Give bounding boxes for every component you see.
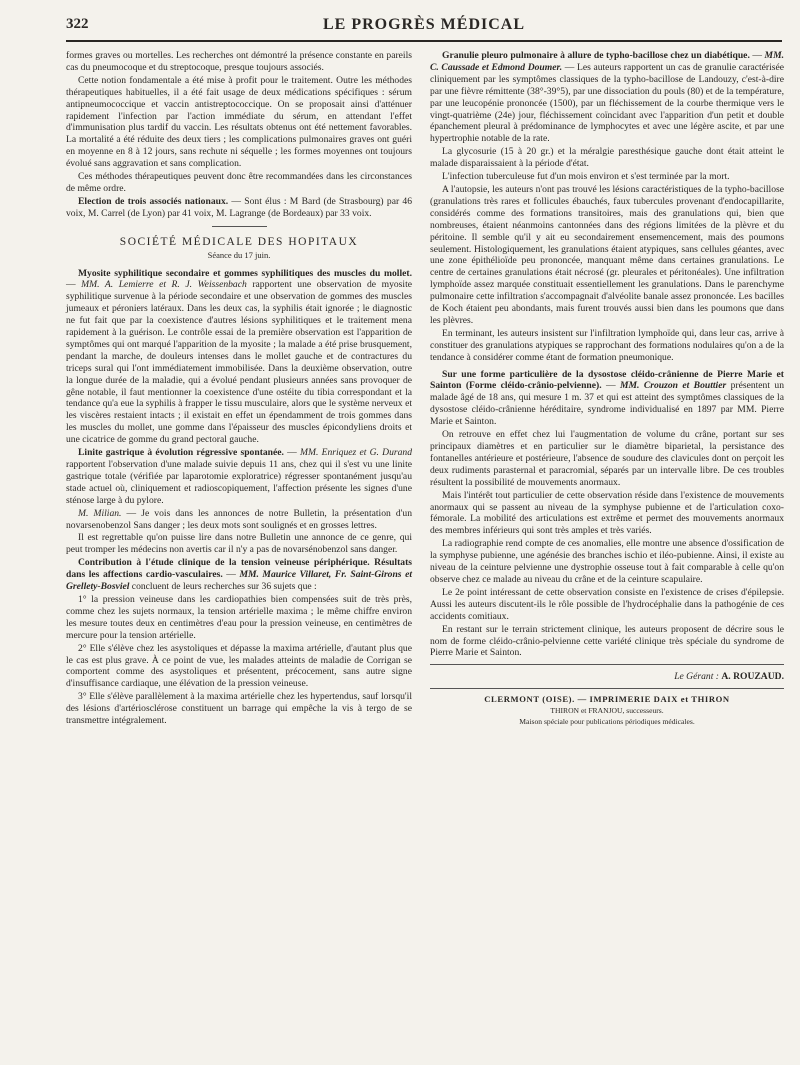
list-item: 3° Elle s'élève parallèlement à la maxima artérielle chez les hypertendus, sauf lorsqu'il des lésions d'artériosclérose constituent un barrage qui empêche la vis à tergo de se transmettre intégralement.: [66, 691, 412, 727]
speaker-name: M. Milian.: [78, 507, 122, 519]
printer-line: Maison spéciale pour publications périodiques médicales.: [519, 717, 695, 727]
divider: [430, 688, 784, 689]
article-authors: MM. Crouzon et Bouttier: [619, 380, 727, 392]
paragraph: La glycosurie (15 à 20 gr.) et la méralgie paresthésique gauche dont était atteint le malade disparaissaient à la période d'état.: [430, 146, 784, 170]
article-title: Granulie pleuro pulmonaire à allure de typho-bacillose chez un diabétique.: [442, 50, 750, 61]
paragraph: Mais l'intérêt tout particulier de cette observation réside dans l'existence de mouvements anormaux qui se passent au niveau de la symphyse pubienne et de l'articulation coxo-fémorale. La mobilité des articulations est extrême et permet des mouvements anormaux des membres inférieurs qui sont très amples et très variés.: [430, 489, 784, 537]
paragraph: Le 2e point intéressant de cette observation consiste en l'existence de crises d'épilepsie. Aussi les auteurs discutent-ils le rôle possible de l'hydrocéphalie dans la pathogénie de ces accidents comitiaux.: [430, 586, 784, 622]
article-authors: MM. Maurice Villaret, Fr. Saint-Girons et Grellety-Bosviel: [66, 569, 413, 593]
election-paragraph: [66, 196, 412, 220]
election-text: — Sont élus : M Bard (de Strasbourg) par 46 voix, M. Carrel (de Lyon) par 41 voix, M. Lagrange (de Bordeaux) par 33 voix.: [66, 195, 413, 219]
printer-imprint: [430, 694, 784, 727]
article-title: Myosite syphilitique secondaire et gommes syphilitiques des muscles du mollet.: [78, 267, 412, 279]
divider: [430, 664, 784, 665]
paragraph: Cette notion fondamentale a été mise à profit pour le traitement. Outre les méthodes thérapeutiques habituelles, il a été fait usage de deux médications spécifiques : sérum antipneumococcique et vaccin antistreptococcique. On se proposait ainsi d'atténuer rapidement l'infection par l'action immédiate du sérum, en attendant l'effet d'immunisation plus tardif du vaccin. Les résultats obtenus ont été nettement favorables. La mortalité a été réduite des deux tiers ; les complications pulmonaires graves ont guéri en moyenne en 8 à 12 jours, sans rechute ni séquelle ; les formes moyennes ont toujours évolué sans aggravation et sans complication.: [66, 74, 412, 170]
election-title: Election de trois associés nationaux.: [78, 195, 229, 207]
paragraph: En restant sur le terrain strictement clinique, les auteurs proposent de décrire sous le nom de forme cléido-crânio-pelvienne cette variété clinique très spéciale du syndrome de Pierre Marie et Sainton.: [430, 623, 784, 659]
gerant-name: A. ROUZAUD.: [721, 671, 784, 683]
paragraph: On retrouve en effet chez lui l'augmentation de volume du crâne, portant sur ses principaux diamètres et en particulier sur le diamètre biparietal, la persistance des fontanelles antérieure et postérieure, l'absence de soudure des clavicules dont on perçoit les deux rudiments parasternal et paracromial, séparés par un intervalle libre. De ces troubles résultent la possibilité de mouvements anormaux.: [430, 429, 784, 488]
article-text: rapportent l'observation d'une malade suivie depuis 11 ans, chez qui il s'est vu une linite gastrique totale (vérifiée par laparotomie exploratrice) régresser spontanément jusqu'au stade actuel où, cliniquement et radioscopiquement, l'affection présente les signes d'une sténose large à du pylore.: [66, 459, 412, 506]
article-authors: MM. A. Lemierre et R. J. Weissenbach: [81, 279, 247, 291]
article-text: rapportent une observation de myosite syphilitique survenue à la période secondaire et une observation de gommes des muscles jumeaux et péroniers latéraux. Dans les deux cas, la syphilis était ignorée ; le diagnostic ne fut fait que par la coexistence d'autres lésions syphilitiques et le traitement mena rapidement à la guérison. Le contrôle essai de la première observation est l'apparition de symptômes qui ont marqué l'apparition de la myosite ; la malade a été prise brusquement, pendant la marche, de douleurs intenses dans le mollet gauche et de contractures du triceps sural qui l'ont immédiatement immobilisée. Dans la deuxième observation, outre la longue durée de la maladie, qui a évolué pendant plusieurs années sans provoquer de gêne notable, il faut mentionner la coexistence d'une ostéite du tibia correspondant et la tendance qu'a eue la syphilis à frapper le tissu musculaire, alors que le système nerveux et les viscères restaient intacts ; il existait en effet un épendamment de trois gommes dans les muscles du mollet, une gomme dans l'épaisseur des muscles épicondyliens droits et une cicatrice de gomme du grand pectoral gauche.: [66, 279, 412, 446]
article-title: Sur une forme particulière de la dysostose cléido-crânienne de Pierre Marie et Sainton (Forme cléido-crânio-pelvienne).: [430, 368, 784, 392]
paragraph: L'infection tuberculeuse fut d'un mois environ et s'est terminée par la mort.: [442, 171, 730, 183]
paragraph: Il est regrettable qu'on puisse lire dans notre Bulletin une annonce de ce genre, qui peut tromper les médecins non avertis car il n'y a pas de novarsénobenzol sans danger.: [66, 532, 412, 556]
article-text: concluent de leurs recherches sur 36 sujets que :: [129, 581, 317, 593]
article-authors: MM. C. Caussade et Edmond Doumer.: [430, 50, 785, 73]
section-date: Séance du 17 juin.: [207, 249, 271, 260]
page-header: [66, 14, 782, 42]
gerant-label: Le Gérant :: [674, 671, 722, 683]
dysostose-paragraph: Sur une forme particulière de la dysostose cléido-crânienne de Pierre Marie et Sainton (Forme cléido-crânio-pelvienne). — MM. Crouzon et Bouttier présentent un malade âgé de 18 ans, qui mesure 1 m. 37 et qui est atteint des symptômes classiques de la dysostose cléido-crânienne héréditaire, syndrome individualisé en 1897 par MM. Pierre Marie et Sainton.: [430, 368, 785, 428]
article-text: — Les auteurs rapportent un cas de granulie caractérisée cliniquement par les symptômes classiques de la typho-bacillose de Landouzy, c'est-à-dire par une fièvre rémittente (38°-39°5), par une dissociation du pouls (80) et de la température, par une leucopénie prononcée (1500), par un fléchissement de la courbe thermique vers le vingt-quatrième (24e) jour, fléchissement coïncidant avec l'apparition d'un petit et double épanchement pleural à prédominance de lymphocytes et avec une légère ascite, et par une hypertrophie notable de la rate.: [430, 61, 784, 145]
paragraph: formes graves ou mortelles. Les recherches ont démontré la présence constante en pareils cas du pneumocoque et du streptocoque, presque toujours associés.: [66, 50, 412, 73]
divider: [212, 226, 267, 227]
list-item: 2° Elle s'élève chez les asystoliques et dépasse la maxima artérielle, d'autant plus que le cas est plus grave. À ce point de vue, les malades atteints de maladie de Corrigan se comportent comme des asystoliques et présentent, précocement, sans autre signe d'insuffisance cardiaque, une élévation de la pression veineuse.: [66, 642, 412, 690]
article-authors: MM. Enriquez et G. Durand: [299, 447, 412, 459]
speaker-text: — Je vois dans les annonces de notre Bulletin, la présentation d'un novarsenobenzol Sans danger ; les deux mots sont soulignés et en grosses lettres.: [66, 507, 412, 531]
granulie-paragraph: Granulie pleuro pulmonaire à allure de typho-bacillose chez un diabétique. — MM. C. Caussade et Edmond Doumer. — Les auteurs rapportent un cas de granulie caractérisée cliniquement par les symptômes classiques de la typho-bacillose de Landouzy, c'est-à-dire par une fièvre rémittente (38°-39°5), par une dissociation du pouls (80) et de la température, par une leucopénie prononcée (1500), par un fléchissement de la courbe thermique vers le vingt-quatrième (24e) jour, fléchissement coïncidant avec l'apparition d'un petit et double épanchement pleural à prédominance de lymphocytes et avec une légère ascite, et par une hypertrophie notable de la rate.: [430, 50, 785, 145]
left-column: [66, 50, 412, 728]
printer-line: CLERMONT (OISE). — IMPRIMERIE DAIX et THIRON: [484, 694, 730, 705]
gerant-line: [430, 671, 784, 683]
paragraph: Ces méthodes thérapeutiques peuvent donc être recommandées dans les circonstances de même ordre.: [66, 171, 412, 194]
page-number: 322: [66, 16, 89, 32]
list-item: 1° la pression veineuse dans les cardiopathies bien compensées suit de très près, comme chez les sujets normaux, la tension artérielle maxima ; le même chiffre environ les mesure toutes deux en centimètres d'eau pour la pression veineuse, en centimètres de mercure pour la tension artérielle.: [66, 593, 412, 641]
right-column: [430, 50, 784, 727]
milian-paragraph: [66, 508, 412, 532]
printer-line: THIRON et FRANJOU, successeurs.: [550, 706, 664, 716]
article-title: Contribution à l'étude clinique de la tension veineuse périphérique. Résultats dans les affections cardio-vasculaires.: [66, 557, 412, 581]
journal-title: LE PROGRÈS MÉDICAL: [322, 16, 526, 33]
article-title: Linite gastrique à évolution régressive spontanée.: [78, 447, 284, 459]
paragraph: La radiographie rend compte de ces anomalies, elle montre une absence d'ossification de la symphyse pubienne, une agénésie des branches ischio et iléo-pubienne. Ainsi, il existe au niveau de la ceinture pelvienne une dystrophie osseuse tout à fait comparable à celle qu'on observe chez ce malade au niveau du crâne et de la ceinture scapulaire.: [430, 538, 784, 585]
article-text: présentent un malade âgé de 18 ans, qui mesure 1 m. 37 et qui est atteint des symptômes classiques de la dysostose cléido-crânienne héréditaire, syndrome individualisé en 1897 par MM. Pierre Marie et Sainton.: [430, 380, 785, 428]
contrib-paragraph: Contribution à l'étude clinique de la tension veineuse périphérique. Résultats dans les affections cardio-vasculaires. — MM. Maurice Villaret, Fr. Saint-Girons et Grellety-Bosviel concluent de leurs recherches sur 36 sujets que :: [66, 557, 413, 593]
section-title: SOCIÉTÉ MÉDICALE DES HOPITAUX: [119, 235, 359, 248]
linite-paragraph: Linite gastrique à évolution régressive spontanée. — MM. Enriquez et G. Durand rapportent l'observation d'une malade suivie depuis 11 ans, chez qui il s'est vu une linite gastrique totale (vérifiée par laparotomie exploratrice) régresser spontanément jusqu'au stade actuel où, cliniquement et radioscopiquement, l'affection présente les signes d'une sténose large à du pylore.: [66, 447, 412, 506]
paragraph: A l'autopsie, les auteurs n'ont pas trouvé les lésions caractéristiques de la typho-bacillose (granulations très rares et follicules ébauchés, faux tubercules provenant d'endocapillarite, considérés comme des formations transitoires, mais des granulations qui, bien que nombreuses, étaient néanmoins cantonnées dans des régions limitées de la plèvre et du péritoine. Il semble qu'il y ait eu secondairement ensemencement, mais des poumons seulement. Histologiquement, les granulations étaient atypiques, sans cellules géantes, avec une zone épithélioïde peu prononcée, manquant même dans certaines granulations. Le centre de certaines granulations était nécrosé (gr. pleurales et péritonéales). Une infiltration lymphoïde assez marquée constituait essentiellement les granulations. Dans le parenchyme pulmonaire cette infiltration s'accompagnait d'alvéolite banale assez prononcée. Les bacilles de Koch étaient peu abondants, mais furent trouvés aussi bien dans les poumons que dans les plèvres.: [430, 183, 784, 326]
paragraph: En terminant, les auteurs insistent sur l'infiltration lymphoïde qui, dans leur cas, arrive à constituer des granulations atypiques se rapprochant des formations nodulaires qu'on a de la tendance à considérer comme étant de formation pneumonique.: [430, 327, 784, 363]
myosite-paragraph: Myosite syphilitique secondaire et gommes syphilitiques des muscles du mollet. — MM. A. Lemierre et R. J. Weissenbach rapportent une observation de myosite syphilitique survenue à la période secondaire et une observation de gommes des muscles jumeaux et péroniers latéraux. Dans les deux cas, la syphilis était ignorée ; le diagnostic ne fut fait que par la coexistence d'autres lésions syphilitiques et le traitement mena rapidement à la guérison. Le contrôle essai de la première observation est l'apparition de symptômes qui ont marqué l'apparition de la myosite ; la malade a été prise brusquement, pendant la marche, de douleurs intenses dans le mollet gauche et de contractures du triceps sural qui l'ont immédiatement immobilisée. Dans la deuxième observation, outre la longue durée de la maladie, qui a évolué pendant plusieurs années sans provoquer de gêne notable, il faut mentionner la coexistence d'une ostéite du tibia correspondant et la tendance qu'a eue la syphilis à frapper le tissu musculaire, alors que le système nerveux et les viscères restaient intacts ; il existait en effet un épendamment de trois gommes dans les muscles du mollet, une gomme dans l'épaisseur des muscles épicondyliens droits et une cicatrice de gomme du grand pectoral gauche.: [66, 267, 412, 446]
